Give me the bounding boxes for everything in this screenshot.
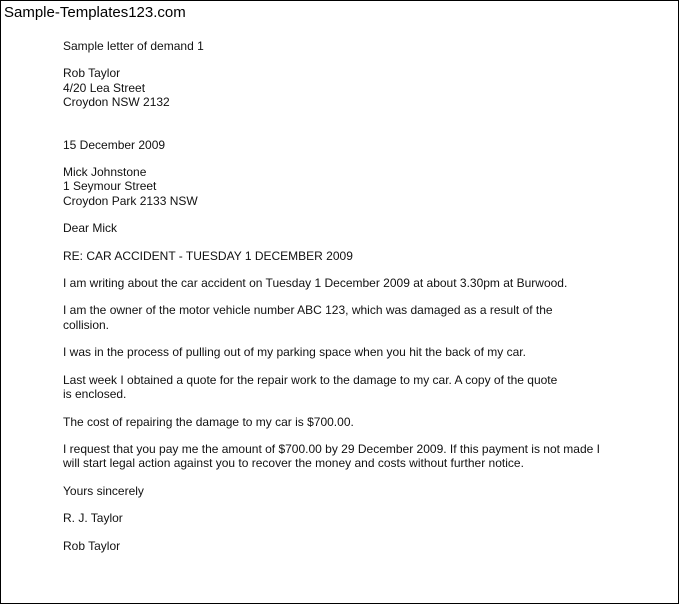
recipient-street: 1 Seymour Street [63,179,157,194]
body-paragraph: Last week I obtained a quote for the repair work to the damage to my car. A copy of the quote is enclosed. [63,372,558,402]
body-paragraph: I was in the process of pulling out of my parking space when you hit the back of my car. [63,345,526,360]
sender-name: Rob Taylor [63,66,121,81]
letter-body [63,39,623,553]
salutation: Dear Mick [63,221,118,236]
site-watermark: Sample-Templates123.com [4,4,186,21]
recipient-address [63,165,623,208]
recipient-suburb: Croydon Park 2133 NSW [63,193,198,208]
subject-line: RE: CAR ACCIDENT - TUESDAY 1 DECEMBER 2009 [63,248,353,263]
signature: R. J. Taylor [63,511,123,526]
body-paragraph: I request that you pay me the amount of $700.00 by 29 December 2009. If this payment is not made I will start legal action against you to recover the money and costs without further notice. [63,441,600,471]
sender-address [63,66,623,109]
body-paragraph: I am the owner of the motor vehicle number ABC 123, which was damaged as a result of the collision. [63,303,553,332]
signed-name: Rob Taylor [63,538,121,553]
body-paragraph: I am writing about the car accident on Tuesday 1 December 2009 at about 3.30pm at Burwood. [63,276,568,291]
letter-title: Sample letter of demand 1 [63,39,204,53]
sender-street: 4/20 Lea Street [63,80,146,95]
letter-date: 15 December 2009 [63,137,166,152]
closing: Yours sincerely [63,483,144,498]
recipient-name: Mick Johnstone [63,165,147,180]
sender-suburb: Croydon NSW 2132 [63,95,170,110]
body-paragraph: The cost of repairing the damage to my car is $700.00. [63,414,354,429]
